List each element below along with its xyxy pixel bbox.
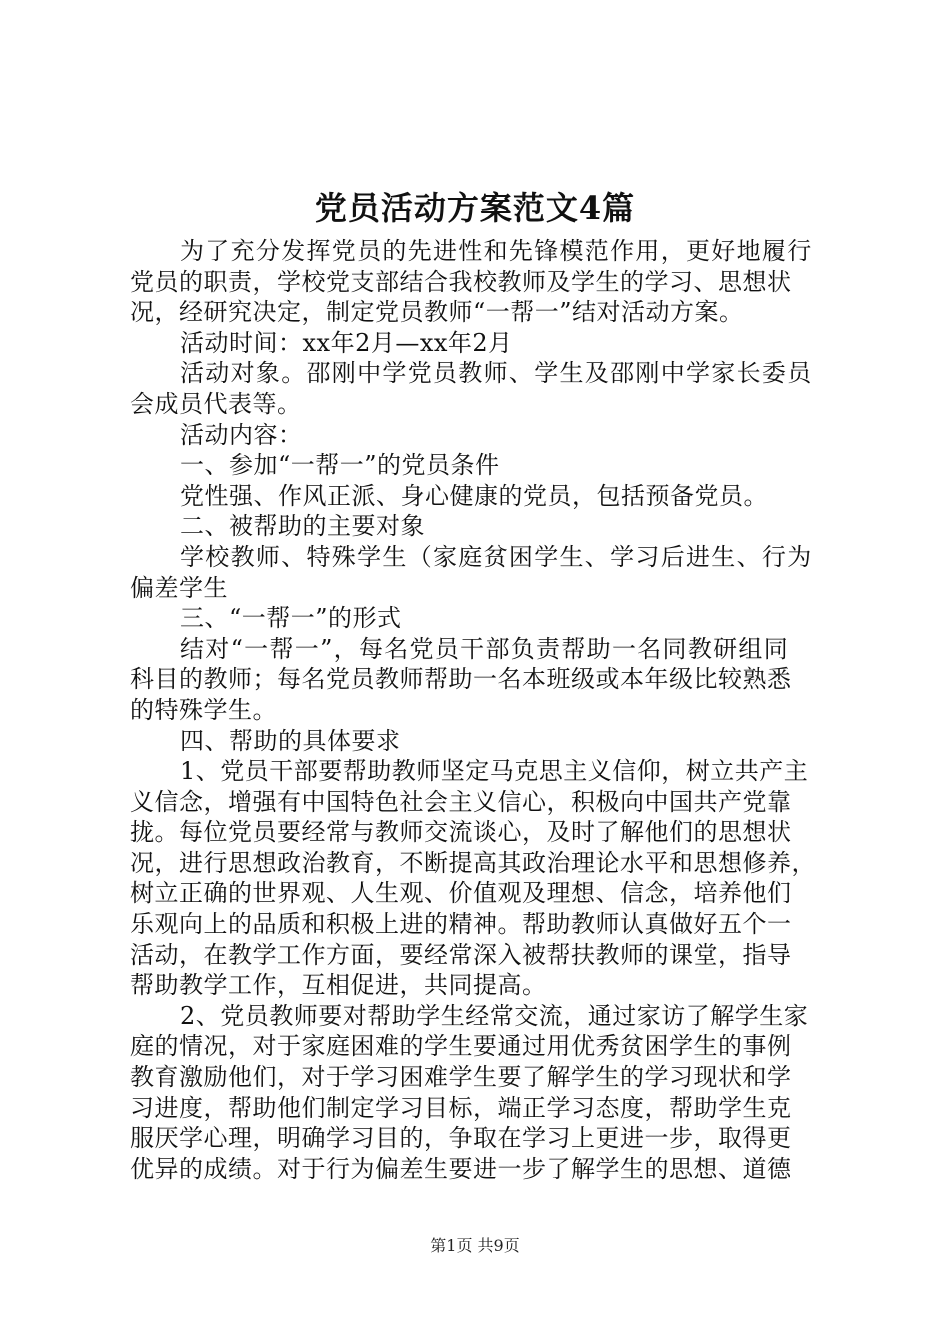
document-body	[130, 236, 830, 1184]
paragraph-line: 党员的职责，学校党支部结合我校教师及学生的学习、思想状	[130, 267, 792, 296]
paragraph-line: 偏差学生	[130, 573, 228, 602]
paragraph-line: 结对“一帮一”，每名党员干部负责帮助一名同教研组同	[180, 634, 790, 663]
paragraph-line: 的特殊学生。	[130, 695, 277, 724]
section-heading: 四、帮助的具体要求	[180, 726, 401, 755]
paragraph-line: 活动对象。邵刚中学党员教师、学生及邵刚中学家长委员	[180, 359, 813, 388]
paragraph-line: 活动，在教学工作方面，要经常深入被帮扶教师的课堂，指导	[130, 940, 792, 969]
page-number: 第1页 共9页	[430, 1236, 520, 1255]
section-heading: 二、被帮助的主要对象	[180, 512, 425, 541]
paragraph-line: 义信念，增强有中国特色社会主义信心，积极向中国共产党靠	[130, 787, 792, 816]
section-heading: 一、参加“一帮一”的党员条件	[180, 451, 500, 480]
paragraph-line: 科目的教师；每名党员教师帮助一名本班级或本年级比较熟悉	[130, 665, 792, 694]
paragraph-line: 1、党员干部要帮助教师坚定马克思主义信仰，树立共产主	[180, 757, 809, 786]
paragraph-line: 会成员代表等。	[130, 389, 302, 418]
paragraph-line: 2、党员教师要对帮助学生经常交流，通过家访了解学生家	[180, 1001, 809, 1030]
paragraph-line: 拢。每位党员要经常与教师交流谈心，及时了解他们的思想状	[130, 818, 792, 847]
paragraph-line: 况，经研究决定，制定党员教师“一帮一”结对活动方案。	[130, 298, 744, 327]
paragraph-line: 服厌学心理，明确学习目的，争取在学习上更进一步，取得更	[130, 1124, 792, 1153]
paragraph-line: 活动时间：xx年2月—xx年2月	[180, 328, 513, 357]
paragraph-line: 树立正确的世界观、人生观、价值观及理想、信念，培养他们	[130, 879, 792, 908]
paragraph-line: 况，进行思想政治教育，不断提高其政治理论水平和思想修养，	[130, 848, 816, 877]
paragraph-line: 优异的成绩。对于行为偏差生要进一步了解学生的思想、道德	[130, 1154, 792, 1183]
paragraph-line: 帮助教学工作，互相促进，共同提高。	[130, 971, 547, 1000]
document-title: 党员活动方案范文4篇	[314, 189, 636, 227]
paragraph-line: 学校教师、特殊学生（家庭贫困学生、学习后进生、行为	[180, 542, 813, 571]
paragraph-line: 乐观向上的品质和积极上进的精神。帮助教师认真做好五个一	[130, 910, 792, 939]
paragraph-line: 习进度，帮助他们制定学习目标，端正学习态度，帮助学生克	[130, 1093, 792, 1122]
paragraph-line: 党性强、作风正派、身心健康的党员，包括预备党员。	[180, 481, 768, 510]
paragraph-line: 教育激励他们，对于学习困难学生要了解学生的学习现状和学	[130, 1063, 792, 1092]
paragraph-line: 活动内容：	[180, 420, 303, 449]
paragraph-line: 为了充分发挥党员的先进性和先锋模范作用，更好地履行	[180, 237, 813, 265]
paragraph-line: 庭的情况，对于家庭困难的学生要通过用优秀贫困学生的事例	[130, 1032, 792, 1061]
section-heading: 三、“一帮一”的形式	[180, 604, 402, 633]
